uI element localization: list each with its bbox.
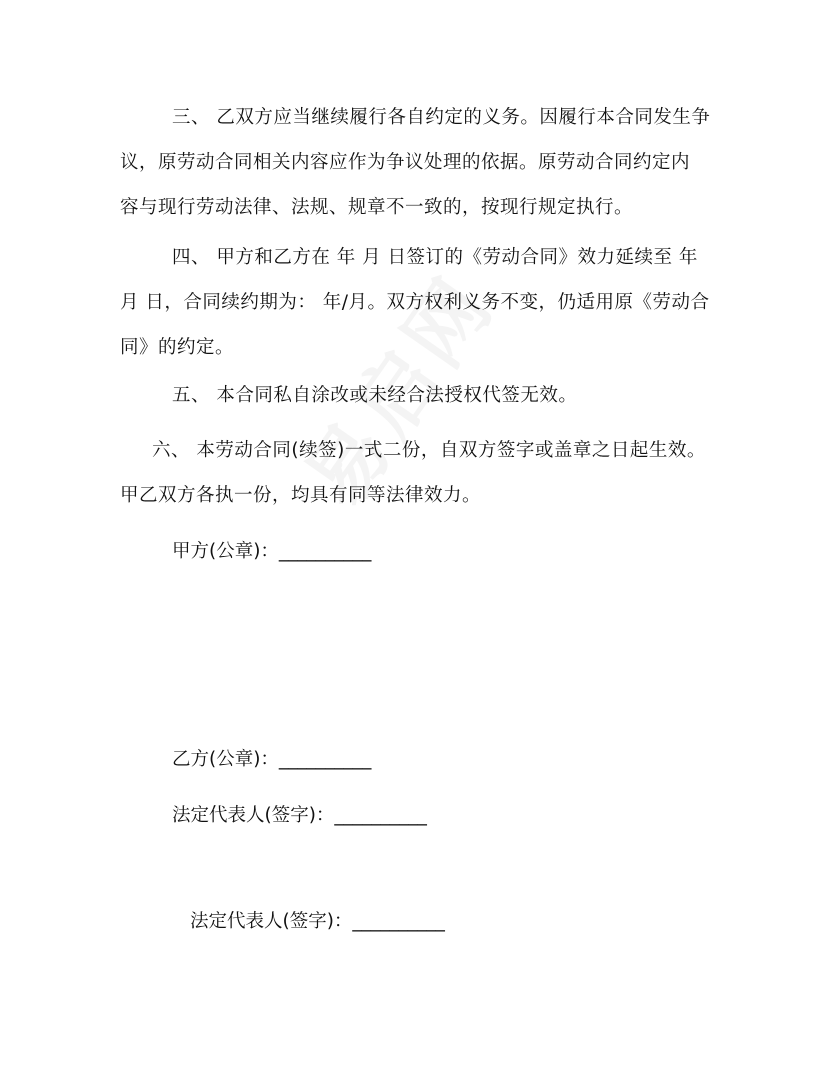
party-a-seal-field: 甲方(公章)：__________	[172, 541, 372, 562]
party-b-seal-field: 乙方(公章)：__________	[172, 749, 372, 770]
clause-5	[120, 373, 720, 418]
clause-4-line-1: 四、 甲方和乙方在 年 月 日签订的《劳动合同》效力延续至 年	[172, 247, 698, 268]
clause-3-line-1: 三、 乙双方应当继续履行各自约定的义务。因履行本合同发生争	[172, 107, 711, 128]
clause-6-line-2: 甲乙双方各执一份，均具有同等法律效力。	[120, 485, 482, 506]
clause-4-line-3: 同》的约定。	[120, 337, 235, 358]
clause-3-line-3: 容与现行劳动法律、法规、规章不一致的，按现行规定执行。	[120, 197, 634, 218]
clause-5-line-1: 五、 本合同私自涂改或未经合法授权代签无效。	[172, 385, 578, 406]
clause-4-line-2: 月 日，合同续约期为： 年/月。双方权利义务不变，仍适用原《劳动合	[120, 292, 710, 313]
clause-3	[120, 95, 720, 230]
legal-rep-signature-field-1: 法定代表人(签字)：__________	[172, 805, 427, 826]
clause-6-line-1: 六、 本劳动合同(续签)一式二份，自双方签字或盖章之日起生效。	[152, 440, 706, 461]
clause-4	[120, 235, 720, 370]
clause-3-line-2: 议，原劳动合同相关内容应作为争议处理的依据。原劳动合同约定内	[120, 152, 691, 173]
legal-rep-signature-field-2: 法定代表人(签字)：__________	[190, 911, 445, 932]
clause-6	[120, 428, 720, 518]
